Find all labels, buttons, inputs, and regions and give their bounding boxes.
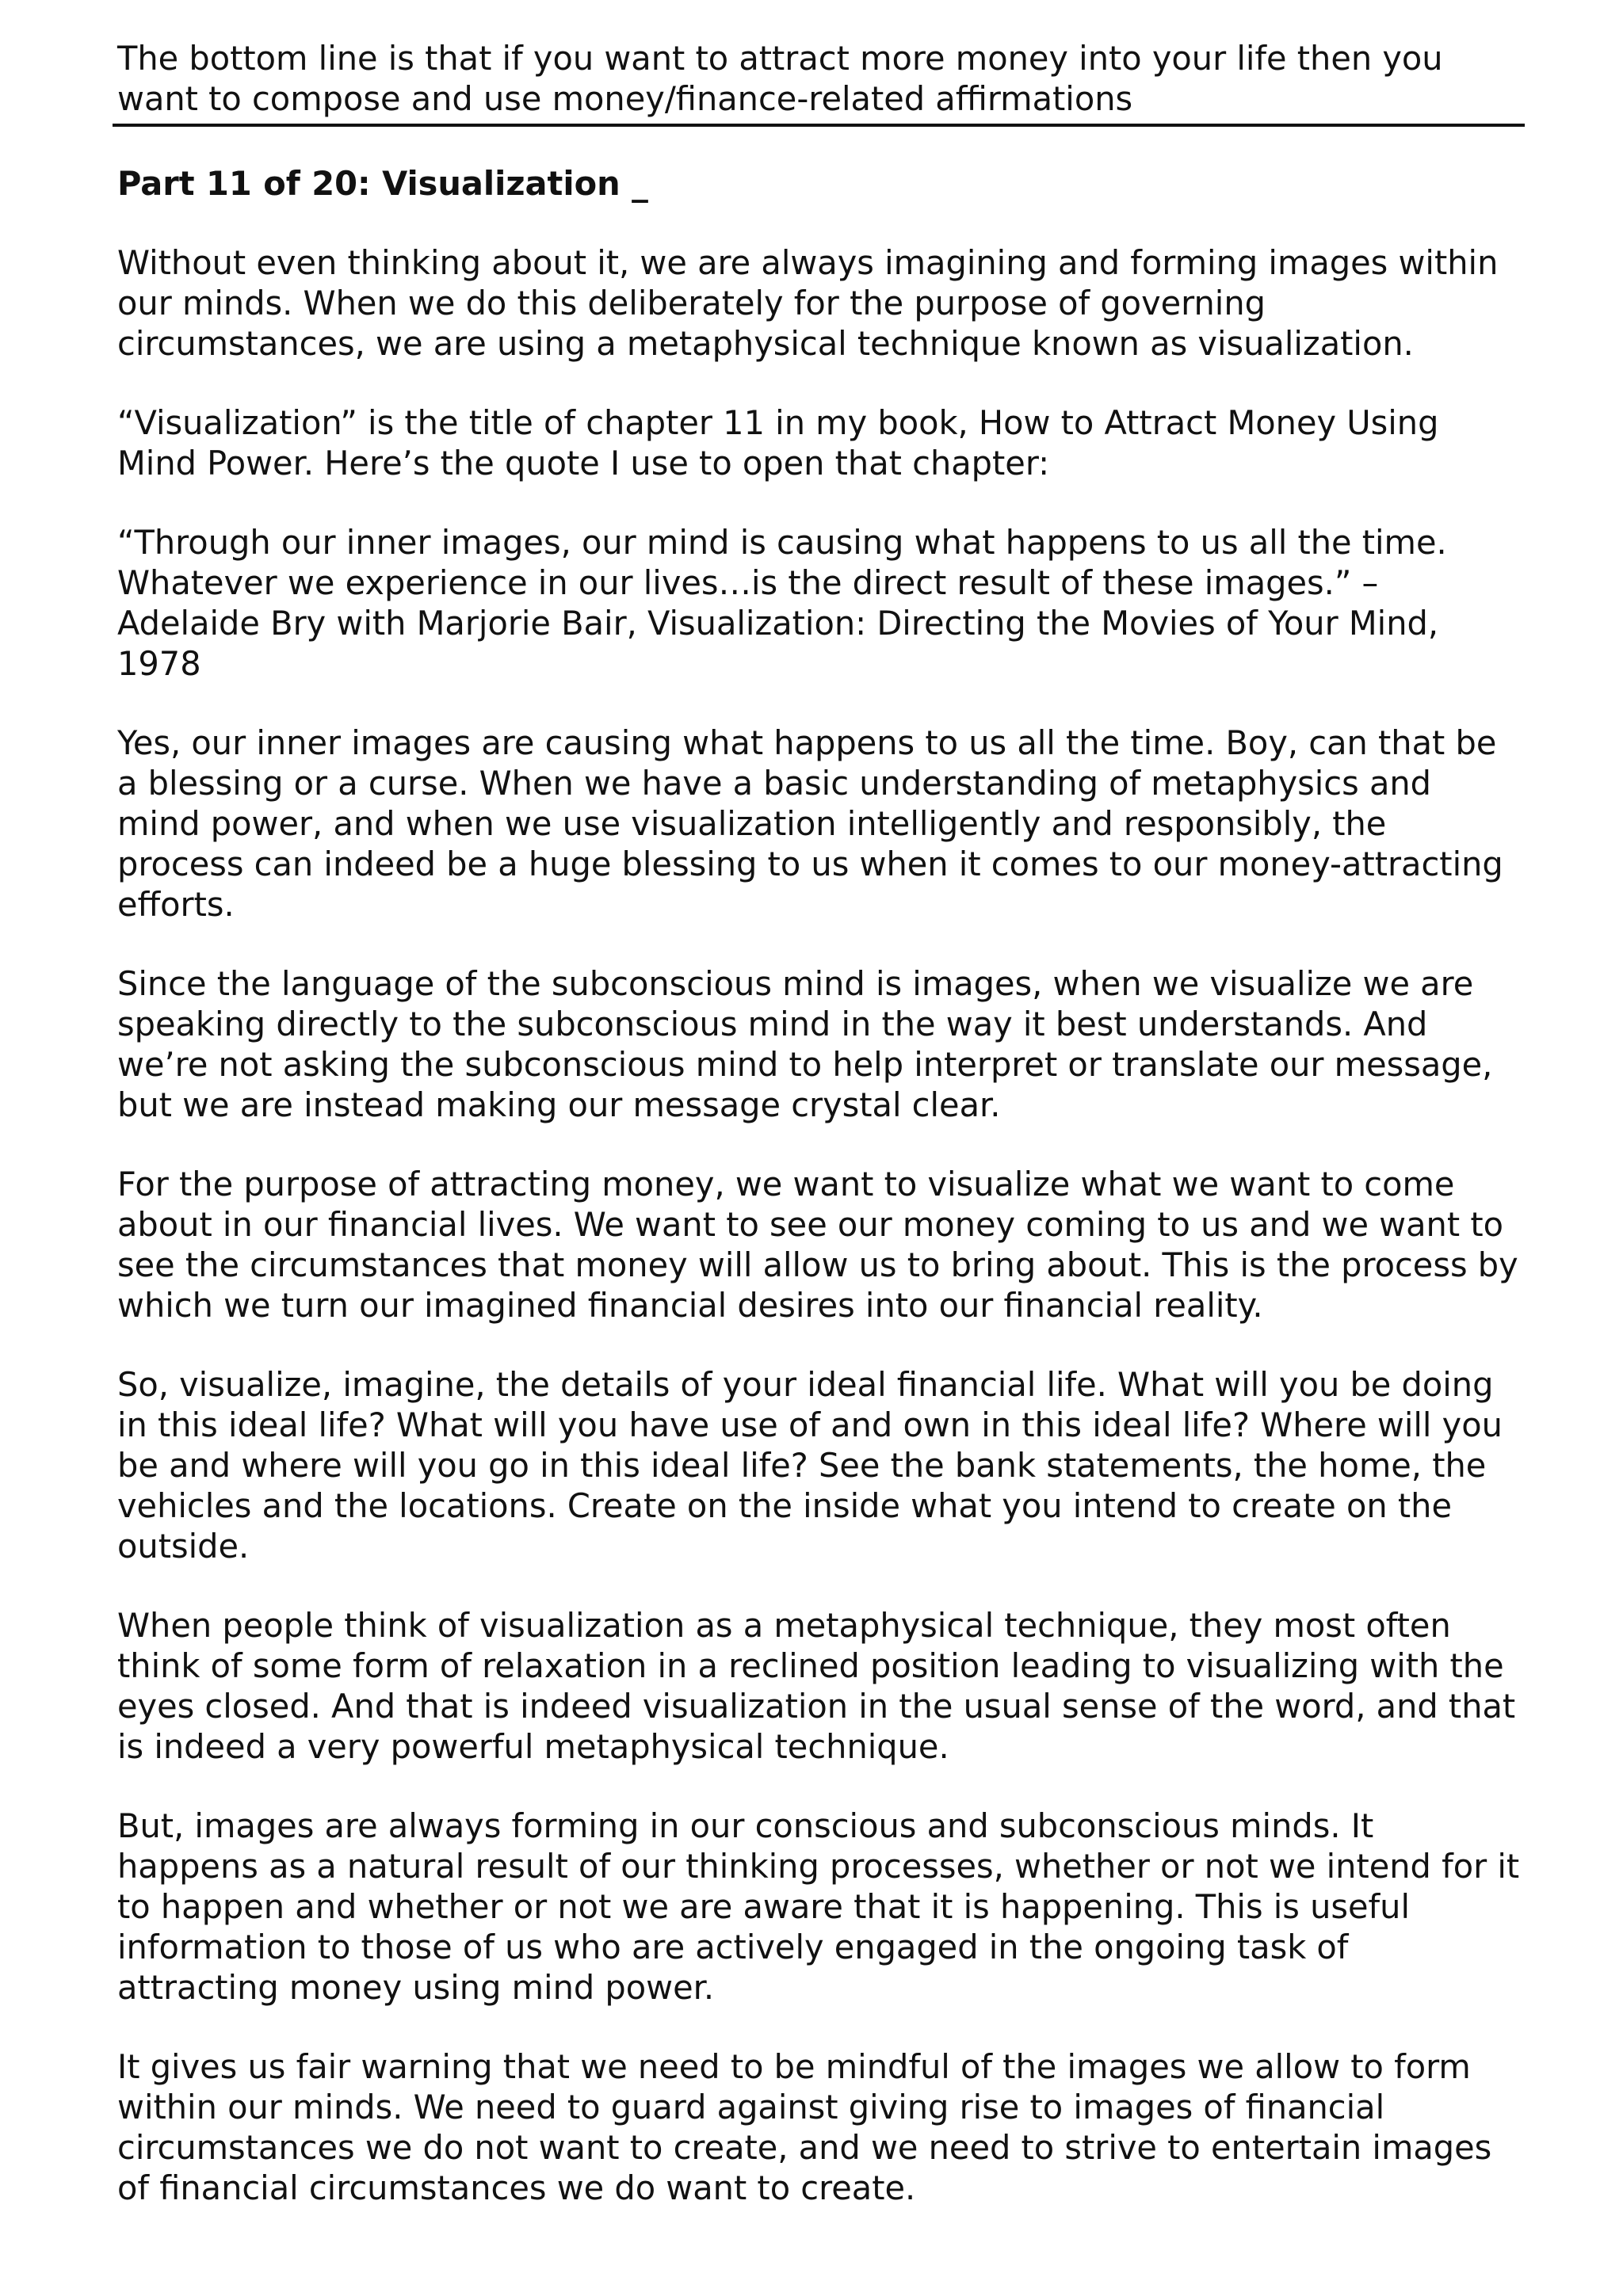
paragraph: When people think of visualization as a metaphysical technique, they most often think of some form of relaxation in a reclined position leading to visualizing with the eyes closed. And that is indeed visualization in the usual sense of the word, and that is indeed a very powerful metaphysical technique. — [117, 1606, 1516, 1766]
paragraph: It gives us fair warning that we need to be mindful of the images we allow to form within our minds. We need to guard against giving rise to images of financial circumstances we do not want to create, and we need to strive to entertain images of financial circumstances we do want to create. — [117, 2047, 1492, 2207]
intro-paragraph: The bottom line is that if you want to attract more money into your life then you want to compose and use money/finance-related affirmations — [117, 39, 1443, 118]
paragraph: But, images are always forming in our conscious and subconscious minds. It happens as a natural result of our thinking processes, whether or not we intend for it to happen and whether or not we are aware that it is happening. This is useful information to those of us who are actively engaged in the ongoing task of attracting money using mind power. — [117, 1806, 1520, 2007]
quote-paragraph: “Through our inner images, our mind is causing what happens to us all the time. Whatever we experience in our lives…is the direct result of these images.” –Adelaide Bry with Marjorie Bair, Visualization: Directing the Movies of Your Mind, 1978 — [117, 523, 1447, 683]
paragraph: Since the language of the subconscious mind is images, when we visualize we are speaking directly to the subconscious mind in the way it best understands. And we’re not asking the subconscious mind to help interpret or translate our message, but we are instead making our message crystal clear. — [117, 964, 1493, 1124]
paragraph: “Visualization” is the title of chapter 11 in my book, How to Attract Money Using Mind Power. Here’s the quote I use to open that chapter: — [117, 403, 1439, 482]
paragraph: For the purpose of attracting money, we want to visualize what we want to come about in our financial lives. We want to see our money coming to us and we want to see the circumstances that money will allow us to bring about. This is the process by which we turn our imagined financial desires into our financial reality. — [117, 1165, 1518, 1325]
paragraph: Yes, our inner images are causing what happens to us all the time. Boy, can that be a blessing or a curse. When we have a basic understanding of metaphysics and mind power, and when we use visualization intelligently and responsibly, the process can indeed be a huge blessing to us when it comes to our money-attracting efforts. — [117, 723, 1503, 924]
section-heading: Part 11 of 20: Visualization _ — [117, 164, 648, 203]
document-page — [117, 38, 1520, 2208]
paragraph: So, visualize, imagine, the details of your ideal financial life. What will you be doing in this ideal life? What will you have use of and own in this ideal life? Where will you be and where will you go in this ideal life? See the bank statements, the home, the vehicles and the locations. Create on the inside what you intend to create on the outside. — [117, 1365, 1503, 1566]
paragraph: Without even thinking about it, we are always imagining and forming images within our minds. When we do this deliberately for the purpose of governing circumstances, we are using a metaphysical technique known as visualization. — [117, 243, 1499, 363]
horizontal-rule — [113, 124, 1525, 127]
